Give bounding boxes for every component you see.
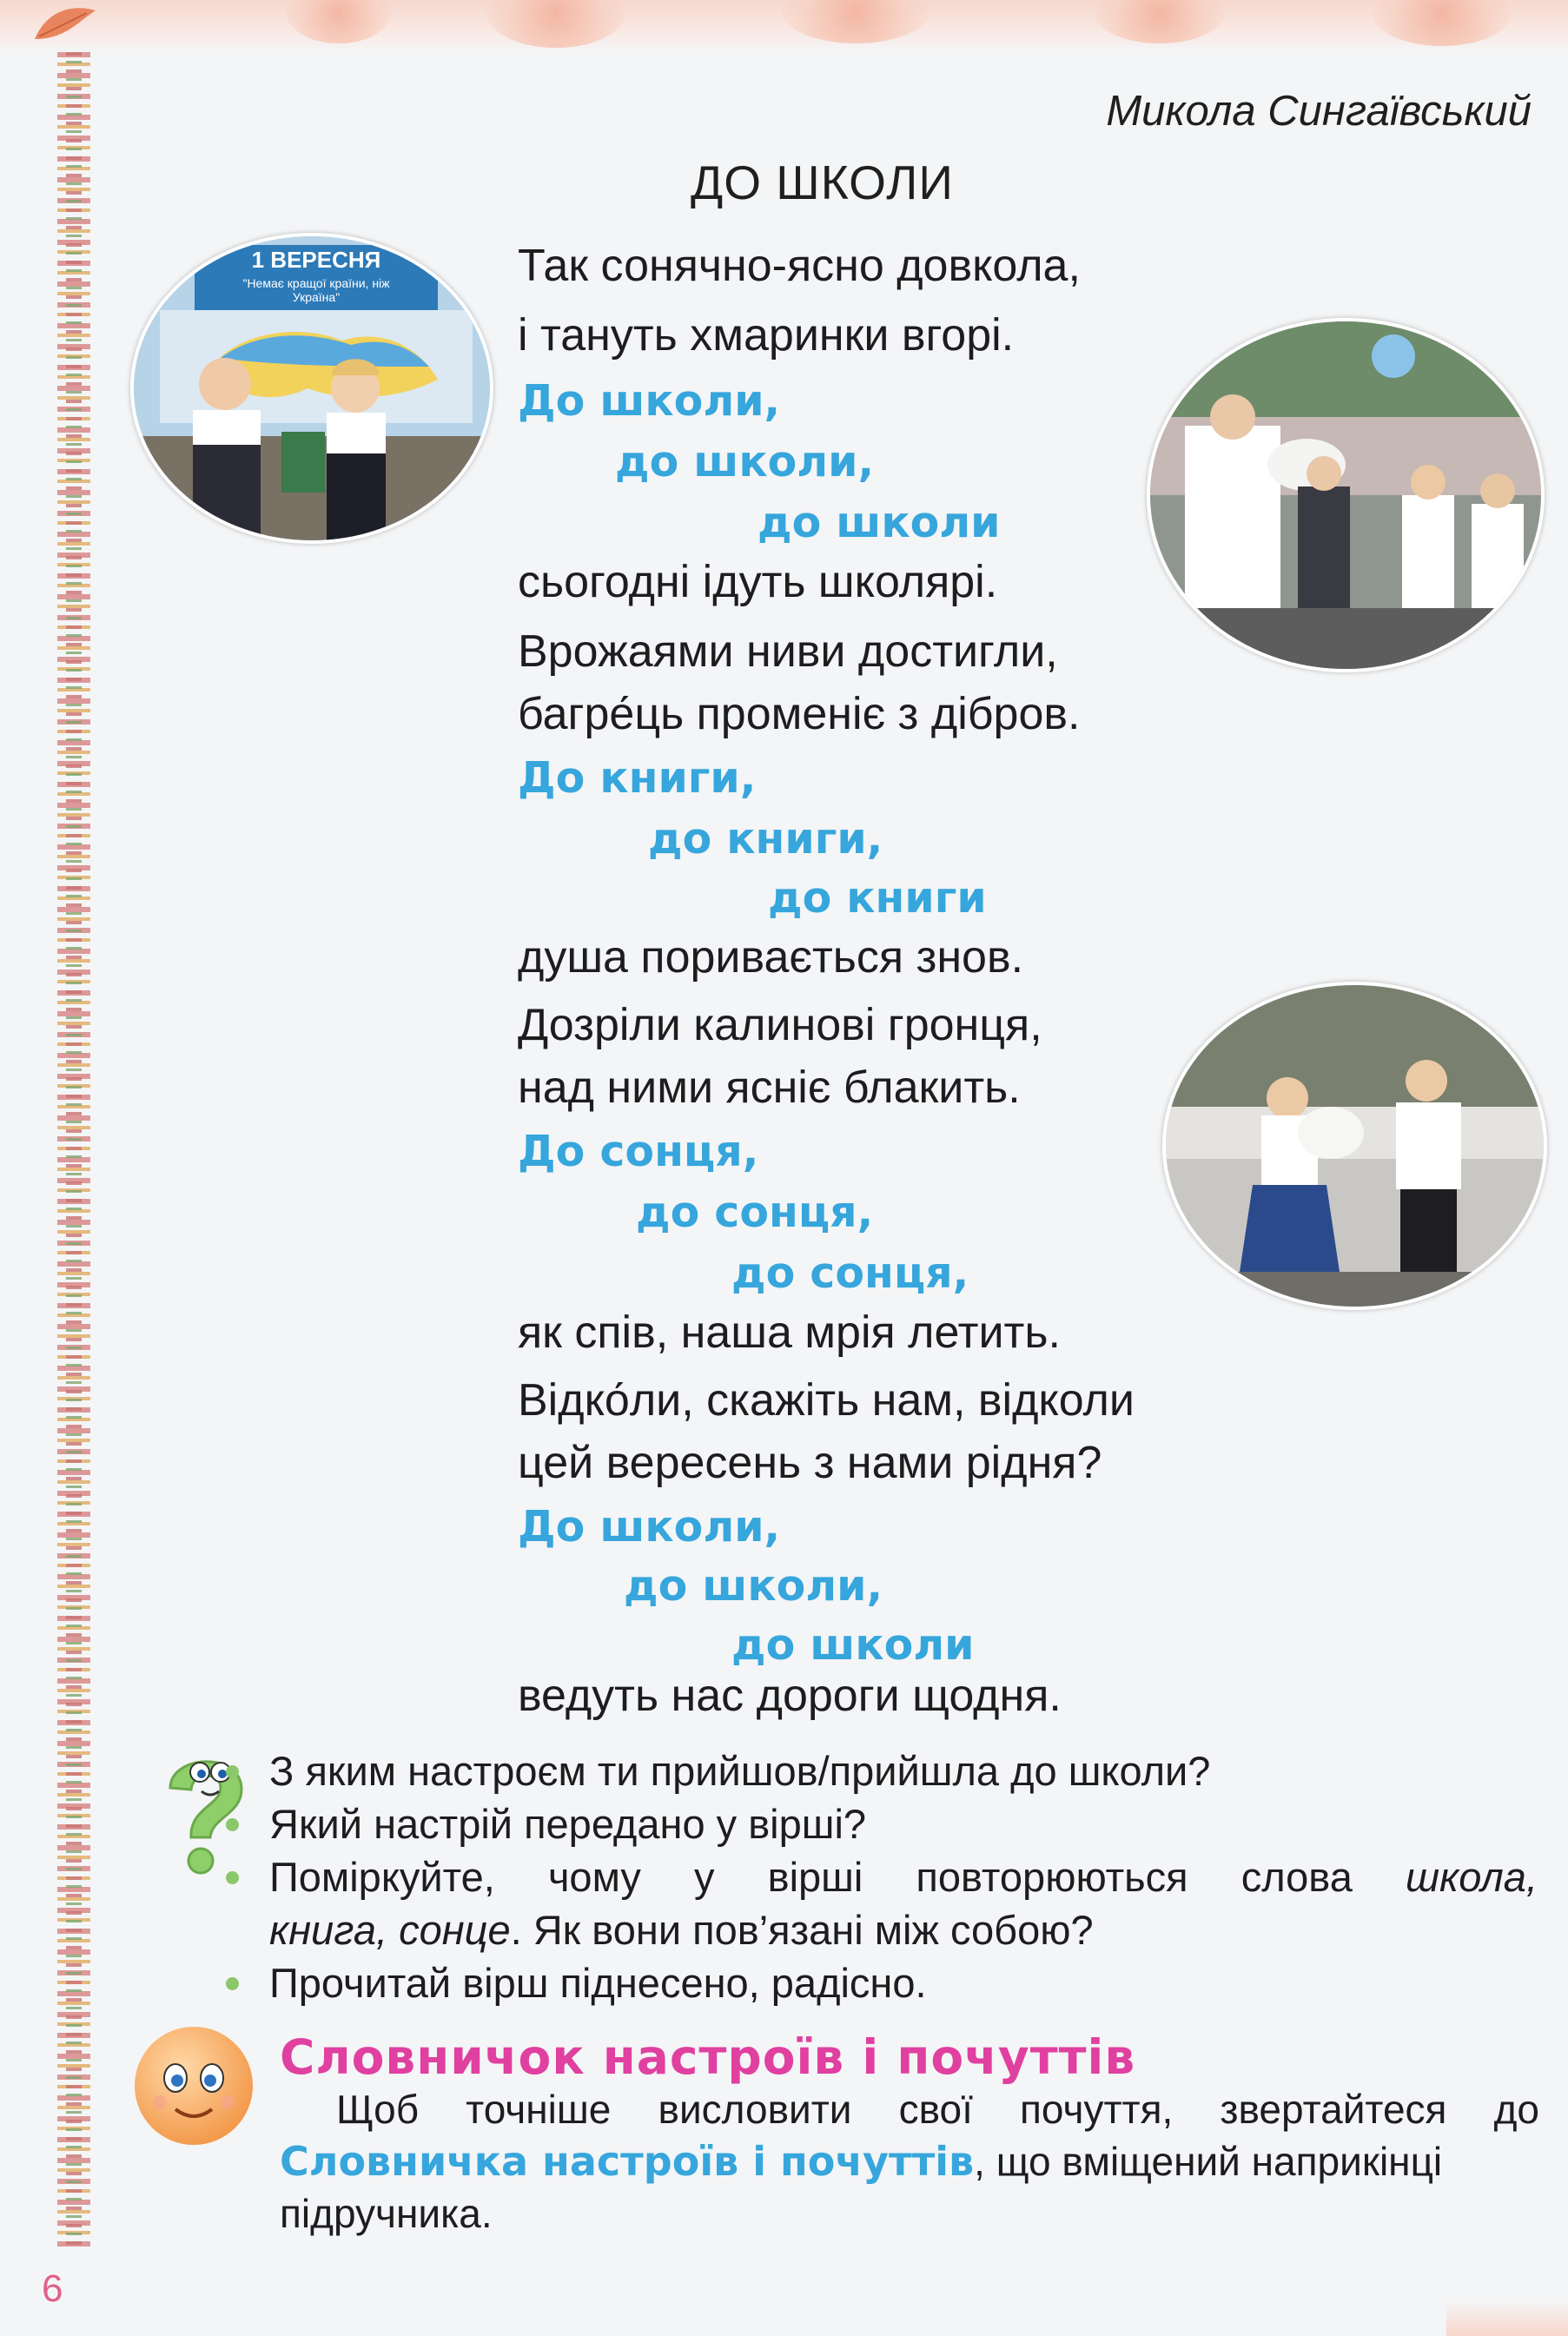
photo-illustration bbox=[1150, 321, 1541, 669]
question-text: Поміркуйте, чому у вірші повторюються слова bbox=[269, 1854, 1353, 1900]
photo-first-september bbox=[130, 233, 493, 544]
corner-decoration bbox=[1446, 2301, 1568, 2336]
question-list bbox=[226, 1744, 1538, 2009]
poem-refrain: до школи bbox=[758, 498, 1001, 547]
banner-text: 1 ВЕРЕСНЯ bbox=[251, 247, 381, 273]
dictionary-link[interactable]: Словничка настроїв і почуттів bbox=[280, 2138, 975, 2185]
poem-refrain: до книги bbox=[768, 873, 987, 923]
poem-refrain: до сонця, bbox=[731, 1248, 969, 1298]
poem-refrain: до книги, bbox=[648, 814, 883, 864]
poem-line: душа поривається знов. bbox=[518, 932, 1024, 983]
poem-line: ведуть нас дороги щодня. bbox=[518, 1671, 1062, 1721]
list-item bbox=[226, 1797, 1538, 1850]
poem-refrain: До школи, bbox=[518, 1502, 781, 1552]
poem-title: ДО ШКОЛИ bbox=[691, 156, 954, 209]
poem-refrain: До школи, bbox=[518, 376, 781, 426]
question-keyword: школа, bbox=[1405, 1854, 1538, 1900]
dictionary-line: підручника. bbox=[280, 2191, 493, 2236]
top-decoration bbox=[0, 0, 1568, 52]
poem-line: Відко́ли, скажіть нам, відколи bbox=[518, 1375, 1135, 1426]
author-name: Микола Сингаївський bbox=[1106, 88, 1532, 135]
poem-line: багре́ць променіє з дібров. bbox=[518, 689, 1081, 739]
photo-illustration bbox=[1166, 985, 1544, 1307]
question-text: Який настрій передано у вірші? bbox=[269, 1801, 867, 1847]
poem-line: цей вересень з нами рідня? bbox=[518, 1438, 1102, 1488]
embroidery-border bbox=[57, 52, 90, 2250]
poem-refrain: до школи bbox=[731, 1620, 975, 1670]
question-text: Прочитай вірш піднесено, радісно. bbox=[269, 1960, 927, 2006]
dictionary-text bbox=[280, 2083, 1539, 2240]
page-number: 6 bbox=[42, 2267, 63, 2310]
poem-refrain: до сонця, bbox=[636, 1188, 874, 1237]
photo-school-line bbox=[1147, 318, 1545, 672]
banner-subtitle: "Немає кращої країни, ніж Україна" bbox=[242, 276, 390, 304]
poem-refrain: до школи, bbox=[615, 437, 875, 486]
question-text: З яким настроєм ти прийшов/прийшла до школи? bbox=[269, 1748, 1211, 1794]
poem-line: сьогодні ідуть школярі. bbox=[518, 557, 998, 607]
poem-line: як спів, наша мрія летить. bbox=[518, 1307, 1061, 1358]
dictionary-title: Словничок настроїв і почуттів bbox=[280, 2029, 1136, 2085]
leaf-icon bbox=[26, 0, 104, 52]
list-item bbox=[226, 1744, 1538, 1797]
list-item bbox=[226, 1850, 1538, 1956]
question-keyword: книга, сонце bbox=[269, 1907, 511, 1953]
poem-refrain: до школи, bbox=[624, 1561, 883, 1611]
poem-line: Дозріли калинові гронця, bbox=[518, 1000, 1042, 1050]
poem-refrain: До сонця, bbox=[518, 1127, 759, 1176]
dictionary-line: Щоб точніше висловити свої почуття, звертайтеся до bbox=[336, 2087, 1539, 2132]
poem-line: Врожаями ниви достигли, bbox=[518, 626, 1058, 677]
poem-refrain: До книги, bbox=[518, 753, 757, 803]
smiley-icon bbox=[132, 2024, 255, 2147]
photo-children-flowers bbox=[1162, 982, 1547, 1310]
poem-line: над ними ясніє блакить. bbox=[518, 1062, 1021, 1113]
poem-line: і тануть хмаринки вгорі. bbox=[518, 310, 1015, 361]
poem-line: Так сонячно-ясно довкола, bbox=[518, 241, 1081, 291]
dictionary-line: , що вміщений наприкінці bbox=[974, 2139, 1443, 2184]
list-item bbox=[226, 1956, 1538, 2009]
question-text: . Як вони пов’язані між собою? bbox=[510, 1907, 1094, 1953]
